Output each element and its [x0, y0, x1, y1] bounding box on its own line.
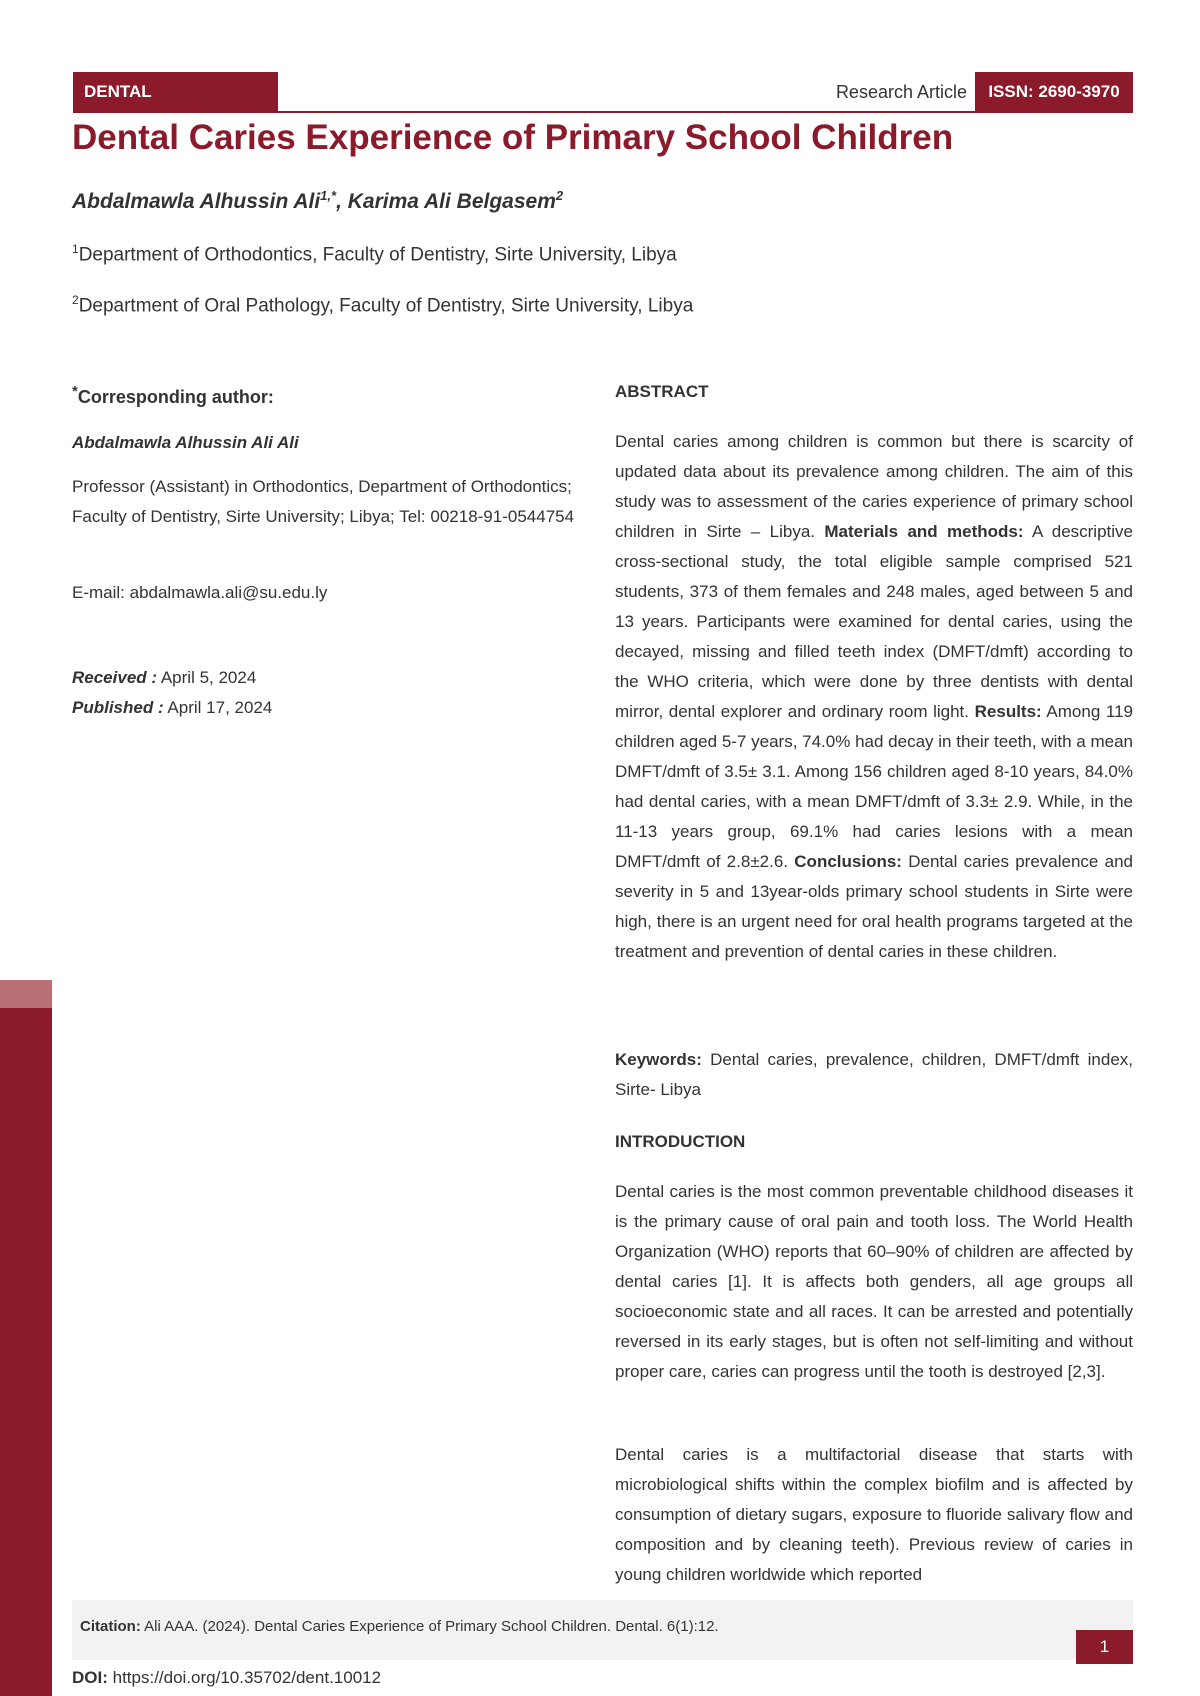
- introduction-paragraph-2: Dental caries is a multifactorial disease that starts with microbiological shifts within the complex biofilm and is affected by consumption of dietary sugars, exposure to fluoride salivary flow and composition and by cleaning teeth). Previous review of caries in young children worldwide which reported: [615, 1445, 1133, 1584]
- abstract-conclusions: Dental caries prevalence and severity in 5 and 13year-olds primary school students in Sirte were high, there is an urgent need for oral health programs targeted at the treatment and prevention of dental caries in these children.: [615, 852, 1134, 961]
- author-1-affiliation: 1,*: [320, 188, 337, 203]
- citation-label: Citation:: [80, 1618, 141, 1635]
- affiliation-2-number: 2: [72, 293, 79, 307]
- section-label: DENTAL: [84, 82, 152, 101]
- author-2: Karima Ali Belgasem: [347, 190, 556, 213]
- header-rule: [73, 111, 1133, 113]
- introduction-heading: INTRODUCTION: [615, 1132, 746, 1151]
- side-decoration-bar: [0, 1008, 52, 1696]
- abstract-results-label: Results:: [974, 702, 1042, 721]
- doi: [72, 1668, 381, 1688]
- corresponding-mark: *: [72, 383, 78, 400]
- abstract-results: Among 119 children aged 5-7 years, 74.0% had decay in their teeth, with a mean DMFT/dmft of 3.5± 3.1. Among 156 children aged 8-10 years, 84.0% had dental caries, with a mean DMFT/dmft of 3.3± 2.9. While, in the 11-13 years group, 69.1% had caries lesions with a mean DMFT/dmft of 2.8±2.6.: [615, 702, 1133, 871]
- affiliation-1: [72, 242, 677, 266]
- citation: [80, 1618, 719, 1635]
- author-2-affiliation: 2: [555, 188, 564, 203]
- abstract-body: [615, 427, 1133, 967]
- abstract-conclusions-label: Conclusions:: [794, 852, 902, 871]
- page-number: 1: [1099, 1637, 1110, 1656]
- affiliation-2: [72, 293, 693, 317]
- affiliation-2-text: Department of Oral Pathology, Faculty of Dentistry, Sirte University, Libya: [78, 295, 694, 317]
- keywords-label: Keywords:: [615, 1050, 702, 1069]
- keywords-text: Dental caries, prevalence, children, DMFT/dmft index, Sirte- Libya: [615, 1050, 1133, 1099]
- doi-label: DOI:: [72, 1668, 108, 1687]
- author-separator: ,: [336, 190, 348, 213]
- corresponding-author-heading: [72, 377, 592, 412]
- abstract-methods-label: Materials and methods:: [824, 522, 1024, 541]
- article-type: Research Article: [835, 82, 967, 102]
- keywords: [615, 1045, 1133, 1105]
- citation-text: Ali AAA. (2024). Dental Caries Experience of Primary School Children. Dental. 6(1):12.: [144, 1618, 719, 1635]
- received-date: [72, 663, 592, 693]
- abstract-intro: Dental caries among children is common but there is scarcity of updated data about its prevalence among children. The aim of this study was to assessment of the caries experience of primary school children in Sirte – Libya.: [615, 432, 1133, 541]
- corresponding-author-detail: Professor (Assistant) in Orthodontics, Department of Orthodontics; Faculty of Dentistry, Sirte University; Libya; Tel: 00218-91-0544754: [72, 477, 575, 526]
- corresponding-author-email: E-mail: abdalmawla.ali@su.edu.ly: [72, 583, 328, 602]
- affiliation-1-text: Department of Orthodontics, Faculty of Dentistry, Sirte University, Libya: [78, 244, 677, 266]
- issn: ISSN: 2690-3970: [988, 82, 1120, 101]
- abstract-methods: A descriptive cross-sectional study, the total eligible sample comprised 521 students, 373 of them females and 248 males, aged between 5 and 13 years. Participants were examined for dental caries, using the decayed, missing and filled teeth index (DMFT/dmft) according to the WHO criteria, which were done by three dentists with dental mirror, dental explorer and ordinary room light.: [615, 522, 1133, 721]
- abstract-heading: ABSTRACT: [615, 382, 709, 401]
- doi-link[interactable]: https://doi.org/10.35702/dent.10012: [112, 1668, 382, 1687]
- published-label: Published :: [72, 698, 164, 717]
- published-date: [72, 693, 592, 723]
- affiliation-1-number: 1: [72, 242, 79, 256]
- published-value: April 17, 2024: [167, 698, 273, 717]
- received-value: April 5, 2024: [160, 668, 257, 687]
- side-decoration-light: [0, 980, 52, 1010]
- corresponding-heading-text: Corresponding author:: [77, 387, 274, 407]
- author-1: Abdalmawla Alhussin Ali: [72, 190, 321, 213]
- corresponding-author-name: Abdalmawla Alhussin Ali Ali: [72, 433, 299, 452]
- author-line: [72, 188, 563, 214]
- page-title: Dental Caries Experience of Primary School Children: [72, 118, 954, 157]
- introduction-paragraph-1: Dental caries is the most common preventable childhood diseases it is the primary cause of oral pain and tooth loss. The World Health Organization (WHO) reports that 60–90% of children are affected by dental caries [1]. It is affects both genders, all age groups all socioeconomic state and all races. It can be arrested and potentially reversed in its early stages, but is often not self-limiting and without proper care, caries can progress until the tooth is destroyed [2,3].: [615, 1182, 1133, 1381]
- received-label: Received :: [72, 668, 158, 687]
